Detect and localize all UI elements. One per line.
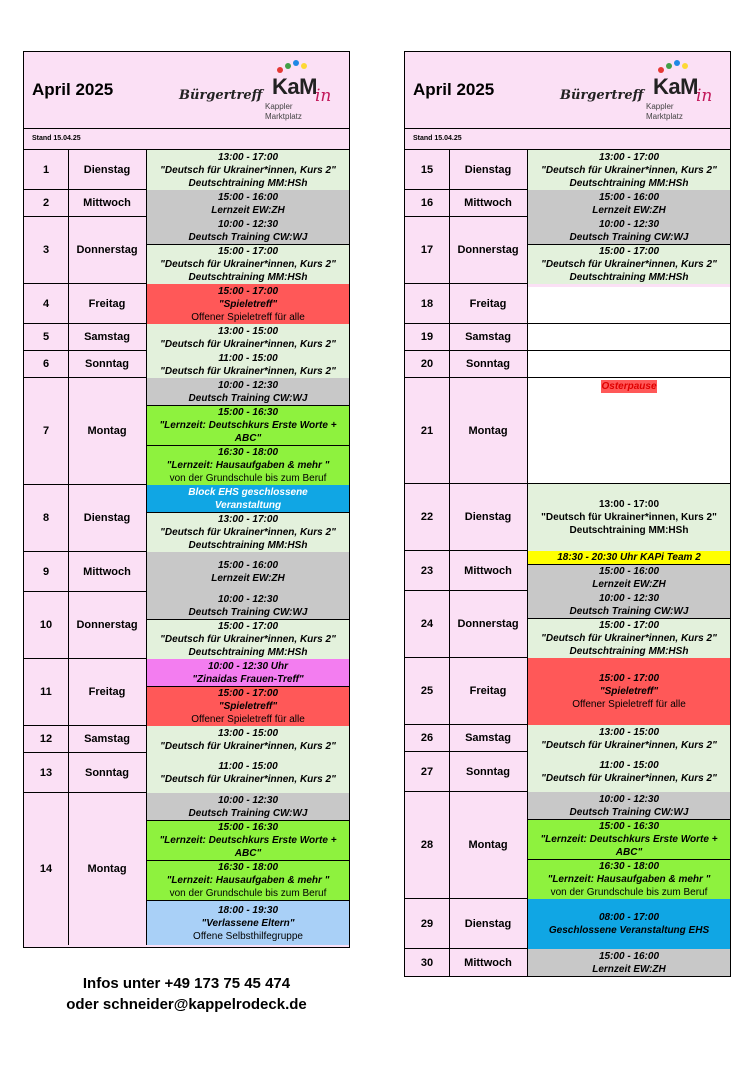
events [528, 324, 730, 350]
calendar-row [405, 949, 730, 976]
events [528, 752, 730, 791]
weekday: Donnerstag [449, 591, 528, 657]
event-block [147, 820, 349, 860]
calendar-row [405, 725, 730, 752]
event-block [528, 819, 730, 859]
event-line: 13:00 - 15:00 [217, 325, 279, 337]
events [528, 217, 730, 283]
day-number: 4 [24, 284, 69, 323]
event-block [147, 686, 349, 726]
event-line: "Deutsch für Ukrainer*innen, Kurs 2" [541, 739, 717, 751]
event-line: 15:00 - 17:00 [217, 688, 279, 699]
event-block [528, 792, 730, 819]
footer-email[interactable]: oder schneider@kappelrodeck.de [66, 996, 307, 1013]
footer-phone: Infos unter +49 173 75 45 474 [82, 975, 291, 992]
event-line: 13:00 - 17:00 [217, 514, 279, 525]
events [528, 949, 730, 976]
event-line: Deutsch Training CW:WJ [188, 807, 308, 819]
buergertreff-logo [176, 58, 346, 126]
events [528, 591, 730, 657]
events [147, 217, 349, 283]
event-line: "Deutsch für Ukrainer*innen, Kurs 2" [160, 634, 336, 645]
weekday: Sonntag [449, 752, 528, 791]
calendar-row [405, 899, 730, 949]
event-line: "Deutsch für Ukrainer*innen, Kurs 2" [160, 740, 336, 752]
calendar-row [24, 592, 349, 659]
events [528, 378, 730, 483]
event-block [147, 659, 349, 686]
event-line: Deutsch Training CW:WJ [188, 392, 308, 404]
weekday: Donnerstag [68, 217, 147, 283]
event-block [528, 217, 730, 244]
event-line: "Deutsch für Ukrainer*innen, Kurs 2" [541, 512, 717, 523]
event-line: Deutsch Training CW:WJ [569, 231, 689, 243]
event-line: Deutschtraining MM:HSh [188, 272, 308, 283]
events [528, 899, 730, 948]
logo-script: Bürgertreff [179, 88, 263, 103]
logo-kam: KaM [272, 74, 317, 99]
event-line: Deutsch Training CW:WJ [188, 231, 308, 243]
event-line: Lernzeit EW:ZH [211, 204, 285, 216]
event-line: "Lernzeit: Hausaufgaben & mehr " [547, 874, 711, 885]
day-number: 13 [24, 753, 69, 792]
day-number: 21 [405, 378, 450, 483]
calendar-row [24, 793, 349, 945]
event-line: 15:00 - 16:00 [598, 191, 660, 203]
events [528, 725, 730, 751]
event-line: 15:00 - 16:00 [217, 191, 279, 203]
buergertreff-logo [557, 58, 727, 126]
calendar-left [23, 51, 350, 948]
day-number: 23 [405, 551, 450, 590]
day-number: 17 [405, 217, 450, 283]
weekday: Samstag [449, 725, 528, 751]
calendar-row [24, 485, 349, 552]
calendar-row [24, 659, 349, 726]
event-line: Deutschtraining MM:HSh [569, 646, 689, 657]
calendar-row [24, 351, 349, 378]
event-line: 15:00 - 16:30 [217, 407, 279, 418]
event-line: Geschlossene Veranstaltung EHS [548, 925, 710, 936]
logo-script: Bürgertreff [560, 88, 644, 103]
event-line: Block EHS geschlossene [188, 486, 308, 498]
weekday: Dienstag [449, 150, 528, 189]
weekday: Montag [449, 792, 528, 898]
event-line: "Spieletreff" [599, 686, 659, 697]
events [528, 351, 730, 377]
event-block [528, 190, 730, 217]
events [147, 284, 349, 323]
event-line: 15:00 - 17:00 [598, 620, 660, 631]
logo-sub-kappler: Kappler [265, 102, 293, 111]
weekday: Freitag [68, 284, 147, 323]
weekday: Montag [68, 378, 147, 484]
event-line: 15:00 - 16:30 [217, 822, 279, 833]
event-line: "Spieletreff" [218, 298, 278, 310]
event-line: "Lernzeit: Deutschkurs Erste Worte + [159, 835, 337, 846]
day-number: 28 [405, 792, 450, 898]
day-number: 26 [405, 725, 450, 751]
event-block [528, 551, 730, 564]
weekday: Sonntag [68, 351, 147, 377]
events [528, 792, 730, 898]
event-line: Deutsch Training CW:WJ [188, 606, 308, 618]
day-number: 9 [24, 552, 69, 591]
event-line: 10:00 - 12:30 [217, 794, 279, 806]
event-line: Offener Spieletreff für alle [191, 311, 305, 323]
event-block [147, 900, 349, 945]
weekday: Donnerstag [449, 217, 528, 283]
event-line: "Lernzeit: Hausaufgaben & mehr " [166, 875, 330, 886]
event-line: 15:00 - 17:00 [217, 621, 279, 632]
event-line: Deutschtraining MM:HSh [188, 177, 308, 189]
event-line: ABC" [234, 433, 262, 444]
event-block [147, 726, 349, 753]
event-line: 10:00 - 12:30 [217, 218, 279, 230]
event-line: Veranstaltung [214, 499, 282, 511]
events [147, 485, 349, 551]
event-line: 15:00 - 16:00 [217, 560, 279, 571]
calendar-row [24, 284, 349, 324]
calendar-row [405, 551, 730, 591]
event-line: 16:30 - 18:00 [217, 447, 279, 458]
day-number: 14 [24, 793, 69, 945]
event-line: 15:00 - 16:30 [598, 821, 660, 832]
event-block [147, 793, 349, 820]
day-number: 11 [24, 659, 69, 725]
weekday: Donnerstag [68, 592, 147, 658]
event-block [528, 564, 730, 591]
event-block [147, 552, 349, 592]
logo-sub-marktplatz: Marktplatz [265, 112, 302, 121]
event-block [147, 512, 349, 552]
event-line: 11:00 - 15:00 [218, 761, 278, 772]
logo-sub-kappler: Kappler [646, 102, 674, 111]
calendar-row [405, 324, 730, 351]
weekday: Samstag [68, 324, 147, 350]
event-line: Deutschtraining MM:HSh [569, 525, 689, 536]
event-line: "Deutsch für Ukrainer*innen, Kurs 2" [541, 633, 717, 644]
event-line: Offener Spieletreff für alle [572, 699, 686, 710]
event-line: 10:00 - 12:30 [598, 793, 660, 805]
calendar-row [405, 658, 730, 725]
calendar-row [405, 190, 730, 217]
event-block [147, 753, 349, 793]
event-line: Deutschtraining MM:HSh [188, 647, 308, 658]
event-line: "Deutsch für Ukrainer*innen, Kurs 2" [160, 164, 336, 176]
event-line: 13:00 - 17:00 [217, 151, 279, 163]
event-line: 11:00 - 15:00 [218, 352, 278, 364]
events [147, 726, 349, 752]
event-line: 13:00 - 17:00 [598, 151, 660, 163]
osterpause-label: Osterpause [601, 381, 657, 392]
weekday: Mittwoch [449, 190, 528, 216]
event-block [147, 284, 349, 324]
events [528, 551, 730, 590]
event-line: 15:00 - 17:00 [217, 285, 279, 297]
events [147, 592, 349, 658]
event-line: ABC" [615, 847, 643, 858]
event-block [528, 949, 730, 976]
calendar-row [24, 217, 349, 284]
month-title: April 2025 [32, 80, 114, 99]
day-number: 25 [405, 658, 450, 724]
event-line: "Deutsch für Ukrainer*innen, Kurs 2" [160, 774, 336, 785]
weekday: Mittwoch [449, 949, 528, 976]
event-line: "Zinaidas Frauen-Treff" [192, 673, 304, 685]
calendar-header [24, 52, 349, 129]
event-line: 15:00 - 17:00 [217, 246, 279, 257]
event-line: Deutsch Training CW:WJ [569, 605, 689, 617]
weekday: Mittwoch [68, 552, 147, 591]
weekday: Freitag [68, 659, 147, 725]
day-number: 10 [24, 592, 69, 658]
day-number: 20 [405, 351, 450, 377]
event-line: 13:00 - 17:00 [598, 499, 660, 510]
events [528, 484, 730, 550]
event-block [147, 217, 349, 244]
calendar-row [405, 217, 730, 284]
event-block [528, 244, 730, 284]
calendar-row [24, 190, 349, 217]
event-line: "Deutsch für Ukrainer*innen, Kurs 2" [160, 527, 336, 538]
events [147, 351, 349, 377]
event-line: 15:00 - 16:00 [598, 950, 660, 962]
weekday: Freitag [449, 284, 528, 323]
event-line: 10:00 - 12:30 Uhr [207, 660, 289, 672]
event-block [147, 351, 349, 378]
events [147, 378, 349, 484]
event-line: Offener Spieletreff für alle [191, 714, 305, 725]
calendar-row [24, 378, 349, 485]
event-block [147, 592, 349, 619]
calendar-row [405, 150, 730, 190]
events [147, 659, 349, 725]
event-line: "Lernzeit: Deutschkurs Erste Worte + [159, 420, 337, 431]
weekday: Mittwoch [449, 551, 528, 590]
event-line: "Spieletreff" [218, 701, 278, 712]
calendar-row [24, 753, 349, 793]
event-block [147, 150, 349, 190]
event-block [528, 899, 730, 949]
day-number: 16 [405, 190, 450, 216]
weekday: Freitag [449, 658, 528, 724]
event-block [147, 190, 349, 217]
day-number: 6 [24, 351, 69, 377]
events [528, 284, 730, 323]
day-number: 1 [24, 150, 69, 189]
event-line: 18:30 - 20:30 Uhr KAPi Team 2 [557, 552, 701, 563]
event-block [528, 752, 730, 792]
event-line: Deutschtraining MM:HSh [569, 272, 689, 283]
events [147, 150, 349, 189]
event-line: Lernzeit EW:ZH [592, 963, 666, 975]
events [147, 324, 349, 350]
events [147, 190, 349, 216]
event-line: 10:00 - 12:30 [217, 379, 279, 391]
calendar-row [405, 351, 730, 378]
event-line: "Deutsch für Ukrainer*innen, Kurs 2" [541, 773, 717, 784]
weekday: Dienstag [68, 150, 147, 189]
event-line: 10:00 - 12:30 [598, 218, 660, 230]
calendar-row [405, 484, 730, 551]
day-number: 19 [405, 324, 450, 350]
day-number: 30 [405, 949, 450, 976]
stand-date: Stand 15.04.25 [405, 128, 730, 150]
event-block [528, 859, 730, 899]
event-block [147, 324, 349, 351]
event-line: 11:00 - 15:00 [599, 760, 659, 771]
event-line: 10:00 - 12:30 [598, 592, 660, 604]
event-line: 13:00 - 15:00 [598, 726, 660, 738]
day-number: 3 [24, 217, 69, 283]
event-line: 15:00 - 17:00 [598, 673, 660, 684]
event-block [147, 860, 349, 900]
day-number: 29 [405, 899, 450, 948]
event-line: "Deutsch für Ukrainer*innen, Kurs 2" [160, 338, 336, 350]
calendar-row [405, 378, 730, 484]
calendar-row [24, 324, 349, 351]
calendar-row [405, 284, 730, 324]
event-line: Deutsch Training CW:WJ [569, 806, 689, 818]
event-line: "Lernzeit: Hausaufgaben & mehr " [166, 460, 330, 471]
event-line: "Deutsch für Ukrainer*innen, Kurs 2" [160, 365, 336, 377]
event-line: ABC" [234, 848, 262, 859]
event-line: Lernzeit EW:ZH [211, 573, 285, 584]
event-line: 16:30 - 18:00 [217, 862, 279, 873]
day-number: 8 [24, 485, 69, 551]
weekday: Mittwoch [68, 190, 147, 216]
day-number: 7 [24, 378, 69, 484]
event-line: Lernzeit EW:ZH [592, 579, 666, 590]
event-block [147, 619, 349, 659]
events [528, 658, 730, 724]
day-number: 2 [24, 190, 69, 216]
event-line: von der Grundschule bis zum Beruf [550, 887, 708, 898]
event-block [147, 445, 349, 485]
event-line: Lernzeit EW:ZH [592, 204, 666, 216]
weekday: Sonntag [68, 753, 147, 792]
event-line: von der Grundschule bis zum Beruf [169, 888, 327, 899]
event-line: "Deutsch für Ukrainer*innen, Kurs 2" [160, 259, 336, 270]
calendar-right [404, 51, 731, 977]
event-line: 15:00 - 16:00 [598, 566, 660, 577]
weekday: Sonntag [449, 351, 528, 377]
event-line: Deutschtraining MM:HSh [188, 540, 308, 551]
event-block [528, 591, 730, 618]
event-block [528, 150, 730, 190]
event-block [528, 658, 730, 725]
event-line: "Deutsch für Ukrainer*innen, Kurs 2" [541, 259, 717, 270]
event-line: 08:00 - 17:00 [598, 912, 660, 923]
event-line: von der Grundschule bis zum Beruf [169, 473, 327, 484]
day-number: 24 [405, 591, 450, 657]
events [528, 150, 730, 189]
logo-in: in [696, 86, 713, 106]
event-line: 18:00 - 19:30 [217, 904, 279, 916]
events [528, 190, 730, 216]
event-line: 15:00 - 17:00 [598, 246, 660, 257]
logo-sub-marktplatz: Marktplatz [646, 112, 683, 121]
weekday: Samstag [449, 324, 528, 350]
weekday: Dienstag [449, 899, 528, 948]
calendar-row [405, 752, 730, 792]
day-number: 27 [405, 752, 450, 791]
weekday: Montag [68, 793, 147, 945]
event-line: 16:30 - 18:00 [598, 861, 660, 872]
event-block [147, 485, 349, 512]
day-number: 22 [405, 484, 450, 550]
calendar-row [24, 726, 349, 753]
event-line: 13:00 - 15:00 [217, 727, 279, 739]
event-block [528, 484, 730, 551]
calendar-row [24, 552, 349, 592]
calendar-header [405, 52, 730, 129]
weekday: Dienstag [68, 485, 147, 551]
event-block [528, 618, 730, 658]
weekday: Samstag [68, 726, 147, 752]
events [147, 552, 349, 591]
event-block [147, 244, 349, 284]
logo-in: in [315, 86, 332, 106]
day-number: 12 [24, 726, 69, 752]
logo-kam: KaM [653, 74, 698, 99]
event-line: Offene Selbsthilfegruppe [193, 930, 303, 942]
day-number: 5 [24, 324, 69, 350]
calendar-row [24, 150, 349, 190]
calendar-row [405, 591, 730, 658]
day-number: 18 [405, 284, 450, 323]
weekday: Dienstag [449, 484, 528, 550]
event-block [147, 405, 349, 445]
calendar-row [405, 792, 730, 899]
event-line: "Deutsch für Ukrainer*innen, Kurs 2" [541, 164, 717, 176]
event-block [147, 378, 349, 405]
stand-date: Stand 15.04.25 [24, 128, 349, 150]
event-line: Deutschtraining MM:HSh [569, 177, 689, 189]
day-number: 15 [405, 150, 450, 189]
event-line: "Verlassene Eltern" [201, 917, 295, 929]
event-line: 10:00 - 12:30 [217, 593, 279, 605]
events [147, 793, 349, 945]
event-block [528, 725, 730, 752]
month-title: April 2025 [413, 80, 495, 99]
weekday: Montag [449, 378, 528, 483]
event-line: "Lernzeit: Deutschkurs Erste Worte + [540, 834, 718, 845]
events [147, 753, 349, 792]
